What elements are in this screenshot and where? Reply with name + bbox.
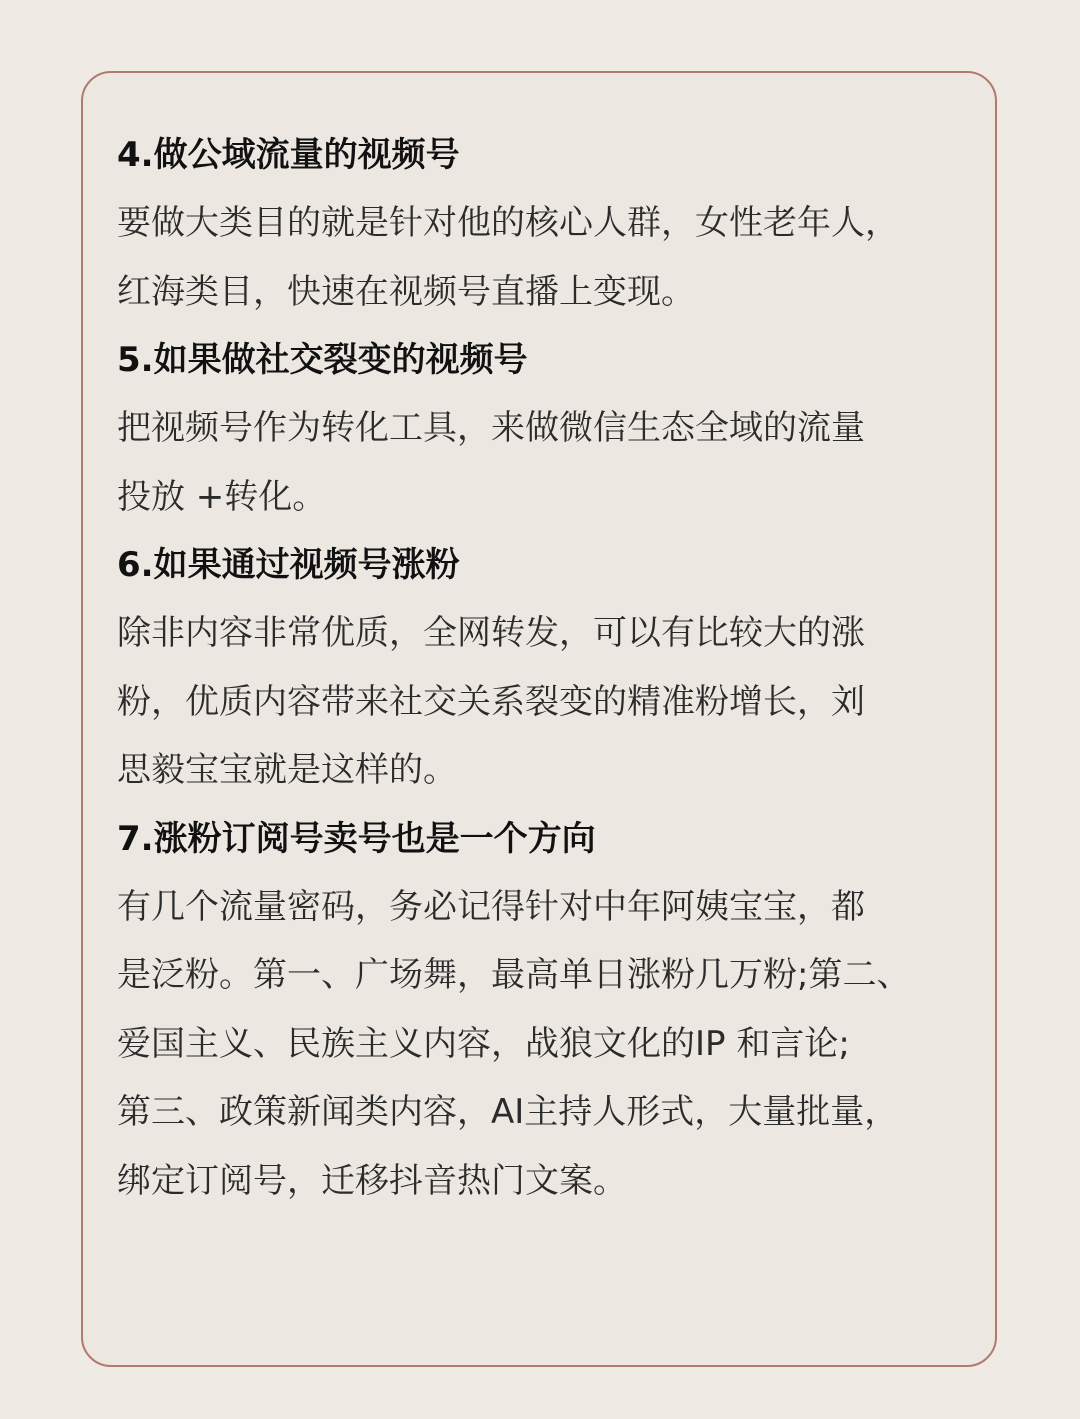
content-card	[81, 71, 997, 1367]
section-title-6: 6.如果通过视频号涨粉	[117, 545, 460, 585]
section-5-line-1: 把视频号作为转化工具，来做微信生态全域的流量	[117, 408, 865, 448]
section-5-line-2: 投放 +转化。	[117, 476, 327, 517]
section-4-line-1: 要做大类目的就是针对他的核心人群，女性老年人，	[117, 203, 899, 243]
section-4-line-2: 红海类目，快速在视频号直播上变现。	[117, 271, 695, 312]
section-7-line-3: 爱国主义、民族主义内容，战狼文化的IP 和言论;	[117, 1023, 850, 1064]
section-6-line-1: 除非内容非常优质，全网转发，可以有比较大的涨	[117, 613, 865, 653]
section-title-5: 5.如果做社交裂变的视频号	[117, 340, 528, 380]
section-7-line-5: 绑定订阅号，迁移抖音热门文案。	[117, 1160, 627, 1201]
section-7-line-2: 是泛粉。第一、广场舞，最高单日涨粉几万粉;第二、	[117, 955, 911, 995]
section-7-line-1: 有几个流量密码，务必记得针对中年阿姨宝宝，都	[117, 886, 865, 927]
section-title-4: 4.做公域流量的视频号	[117, 135, 460, 175]
section-7-line-4: 第三、政策新闻类内容，AI主持人形式，大量批量，	[117, 1092, 899, 1132]
section-title-7: 7.涨粉订阅号卖号也是一个方向	[117, 818, 596, 859]
article-body	[117, 121, 987, 1215]
section-6-line-2: 粉，优质内容带来社交关系裂变的精准粉增长，刘	[117, 681, 865, 722]
section-6-line-3: 思毅宝宝就是这样的。	[117, 750, 457, 790]
